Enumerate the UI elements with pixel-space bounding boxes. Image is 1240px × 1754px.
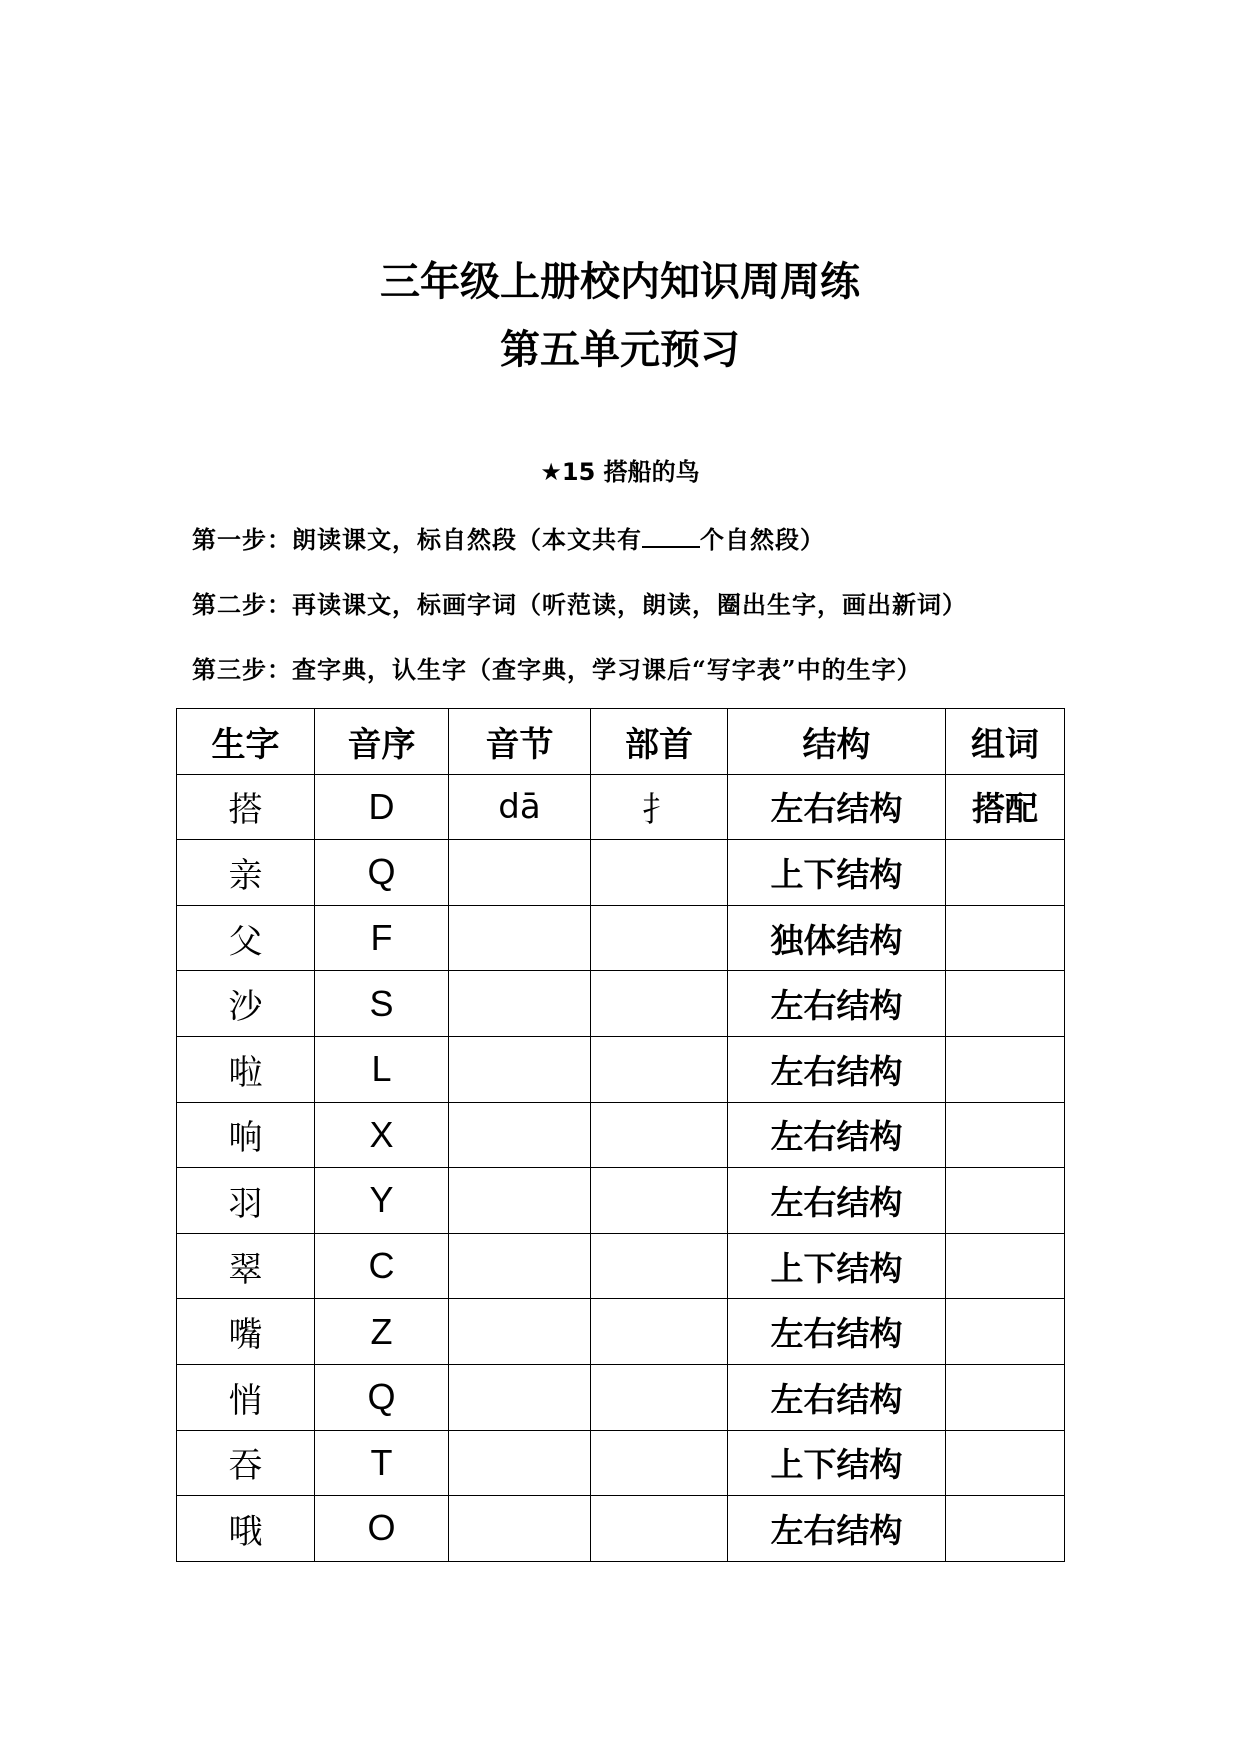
step-one [192,520,825,555]
page-subtitle: 第五单元预习 [500,327,740,373]
cell-word[interactable] [946,905,1065,971]
cell-initial: F [315,905,449,971]
cell-radical[interactable] [591,1496,728,1562]
cell-char: 响 [177,1102,315,1168]
table-row [177,1430,1065,1496]
paragraph-count-blank[interactable] [642,524,700,548]
cell-syllable[interactable] [449,1036,591,1102]
header-initial: 音序 [315,709,449,775]
cell-structure: 左右结构 [728,1168,946,1234]
cell-word[interactable] [946,971,1065,1037]
cell-char: 吞 [177,1430,315,1496]
cell-radical[interactable] [591,840,728,906]
header-structure: 结构 [728,709,946,775]
cell-char: 搭 [177,774,315,840]
cell-word[interactable] [946,1102,1065,1168]
cell-syllable[interactable] [449,905,591,971]
cell-syllable[interactable] [449,1102,591,1168]
cell-radical[interactable]: 扌 [591,774,728,840]
cell-syllable[interactable] [449,1496,591,1562]
table-row [177,1102,1065,1168]
cell-structure: 左右结构 [728,1036,946,1102]
table-row [177,971,1065,1037]
cell-char: 啦 [177,1036,315,1102]
step-one-text: 第一步：朗读课文，标自然段（本文共有 [192,525,642,554]
table-row [177,1233,1065,1299]
table-row [177,905,1065,971]
cell-radical[interactable] [591,1233,728,1299]
cell-initial: S [315,971,449,1037]
cell-char: 嘴 [177,1299,315,1365]
cell-word[interactable] [946,1364,1065,1430]
cell-initial: Z [315,1299,449,1365]
cell-structure: 上下结构 [728,840,946,906]
cell-char: 沙 [177,971,315,1037]
cell-radical[interactable] [591,1430,728,1496]
cell-initial: C [315,1233,449,1299]
step-one-text-end: 个自然段） [700,525,825,554]
cell-syllable[interactable] [449,1233,591,1299]
cell-radical[interactable] [591,971,728,1037]
cell-syllable[interactable] [449,1168,591,1234]
cell-word[interactable] [946,1496,1065,1562]
cell-syllable[interactable] [449,1430,591,1496]
cell-radical[interactable] [591,1036,728,1102]
cell-initial: O [315,1496,449,1562]
page-title: 三年级上册校内知识周周练 [380,259,860,305]
table-row [177,840,1065,906]
cell-radical[interactable] [591,1299,728,1365]
lesson-title: ★15 搭船的鸟 [540,458,700,486]
cell-initial: L [315,1036,449,1102]
table-row [177,1036,1065,1102]
cell-structure: 左右结构 [728,971,946,1037]
table-row [177,774,1065,840]
cell-word[interactable]: 搭配 [946,774,1065,840]
cell-structure: 左右结构 [728,1299,946,1365]
cell-initial: Q [315,840,449,906]
character-table [176,708,1065,1562]
cell-structure: 独体结构 [728,905,946,971]
cell-radical[interactable] [591,1364,728,1430]
cell-word[interactable] [946,1430,1065,1496]
cell-initial: D [315,774,449,840]
cell-structure: 上下结构 [728,1233,946,1299]
table-row [177,1299,1065,1365]
header-radical: 部首 [591,709,728,775]
cell-char: 哦 [177,1496,315,1562]
cell-word[interactable] [946,1299,1065,1365]
cell-initial: X [315,1102,449,1168]
cell-char: 父 [177,905,315,971]
cell-char: 翠 [177,1233,315,1299]
cell-radical[interactable] [591,1102,728,1168]
cell-char: 亲 [177,840,315,906]
cell-structure: 上下结构 [728,1430,946,1496]
cell-radical[interactable] [591,905,728,971]
table-row [177,1364,1065,1430]
cell-char: 羽 [177,1168,315,1234]
cell-word[interactable] [946,1036,1065,1102]
cell-syllable[interactable] [449,1299,591,1365]
cell-syllable[interactable] [449,1364,591,1430]
cell-word[interactable] [946,1168,1065,1234]
cell-word[interactable] [946,1233,1065,1299]
table-row [177,1496,1065,1562]
table-row [177,1168,1065,1234]
header-char: 生字 [177,709,315,775]
cell-structure: 左右结构 [728,1496,946,1562]
cell-initial: Y [315,1168,449,1234]
header-syllable: 音节 [449,709,591,775]
header-word: 组词 [946,709,1065,775]
cell-char: 悄 [177,1364,315,1430]
cell-syllable[interactable] [449,840,591,906]
cell-initial: Q [315,1364,449,1430]
table-header-row [177,709,1065,775]
cell-syllable[interactable] [449,971,591,1037]
cell-initial: T [315,1430,449,1496]
cell-structure: 左右结构 [728,1364,946,1430]
cell-structure: 左右结构 [728,774,946,840]
cell-word[interactable] [946,840,1065,906]
step-three: 第三步：查字典，认生字（查字典，学习课后“写字表”中的生字） [192,655,922,684]
cell-radical[interactable] [591,1168,728,1234]
cell-structure: 左右结构 [728,1102,946,1168]
step-two: 第二步：再读课文，标画字词（听范读，朗读，圈出生字，画出新词） [192,590,967,619]
cell-syllable[interactable]: dā [449,774,591,840]
